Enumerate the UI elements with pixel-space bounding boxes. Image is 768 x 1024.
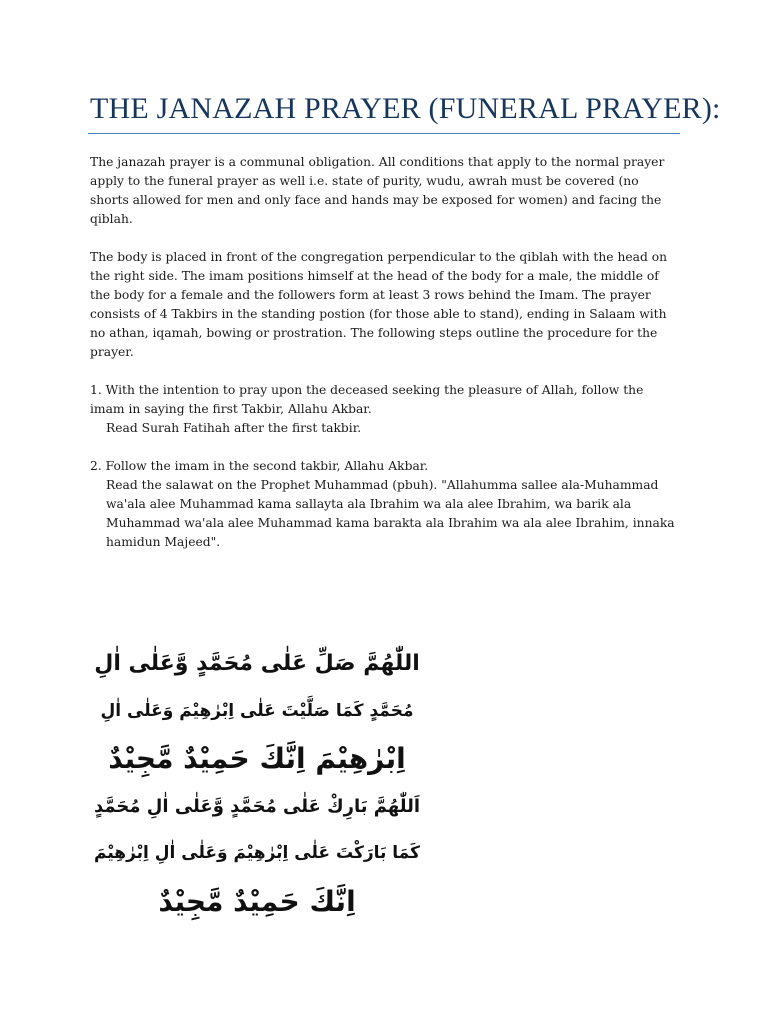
calligraphy-line-2: مُحَمَّدٍ كَمَا صَلَّيْتَ عَلٰى اِبْرٰهِيْمَ وَعَلٰى اٰلِ <box>100 700 414 721</box>
step-1-text: 1. With the intention to pray upon the deceased seeking the pleasure of Allah, follow the imam in saying the first Takbir, Allahu Akbar. <box>90 383 644 416</box>
step-1-detail: Read Surah Fatihah after the first takbir. <box>106 421 362 435</box>
title-divider <box>88 133 680 134</box>
calligraphy-line-4: اَللّٰهُمَّ بَارِكْ عَلٰى مُحَمَّدٍ وَّعَلٰى اٰلِ مُحَمَّدٍ <box>93 795 421 817</box>
paragraph-communal-obligation: The janazah prayer is a communal obligation. All conditions that apply to the normal prayer apply to the funeral prayer as well i.e. state of purity, wudu, awrah must be covered (no shorts allowed for men and only face and hands may be exposed for women) and facing the qiblah. <box>90 155 665 226</box>
calligraphy-line-3: اِبْرٰهِيْمَ اِنَّكَ حَمِيْدٌ مَّجِيْدٌ <box>108 742 406 775</box>
paragraph-body-placement: The body is placed in front of the congregation perpendicular to the qiblah with the head on the right side. The imam positions himself at the head of the body for a male, the middle of the body for a female and the followers form at least 3 rows behind the Imam. The prayer consists of 4 Takbirs in the standing postion (for those able to stand), ending in Salaam with no athan, iqamah, bowing or prostration. The following steps outline the procedure for the prayer. <box>90 250 668 359</box>
step-2-detail: Read the salawat on the Prophet Muhammad (pbuh). "Allahumma sallee ala-Muhammad wa'ala alee Muhammad kama sallayta ala Ibrahim wa ala alee Ibrahim, wa barik ala Muhammad wa'ala alee Muhammad kama barakta ala Ibrahim wa ala alee Ibrahim, innaka hamidun Majeed". <box>106 478 675 549</box>
document-body <box>90 153 680 571</box>
calligraphy-line-5: كَمَا بَارَكْتَ عَلٰى اِبْرٰهِيْمَ وَعَلٰى اٰلِ اِبْرٰهِيْمَ <box>94 843 420 863</box>
calligraphy-line-1: اللّٰهُمَّ صَلِّ عَلٰى مُحَمَّدٍ وَّعَلٰى اٰلِ <box>94 651 420 676</box>
calligraphy-line-6: اِنَّكَ حَمِيْدٌ مَّجِيْدٌ <box>158 884 356 918</box>
arabic-salawat-calligraphy <box>92 640 422 925</box>
step-2-text: 2. Follow the imam in the second takbir, Allahu Akbar. <box>90 459 429 473</box>
page-title: THE JANAZAH PRAYER (FUNERAL PRAYER): <box>90 92 721 125</box>
